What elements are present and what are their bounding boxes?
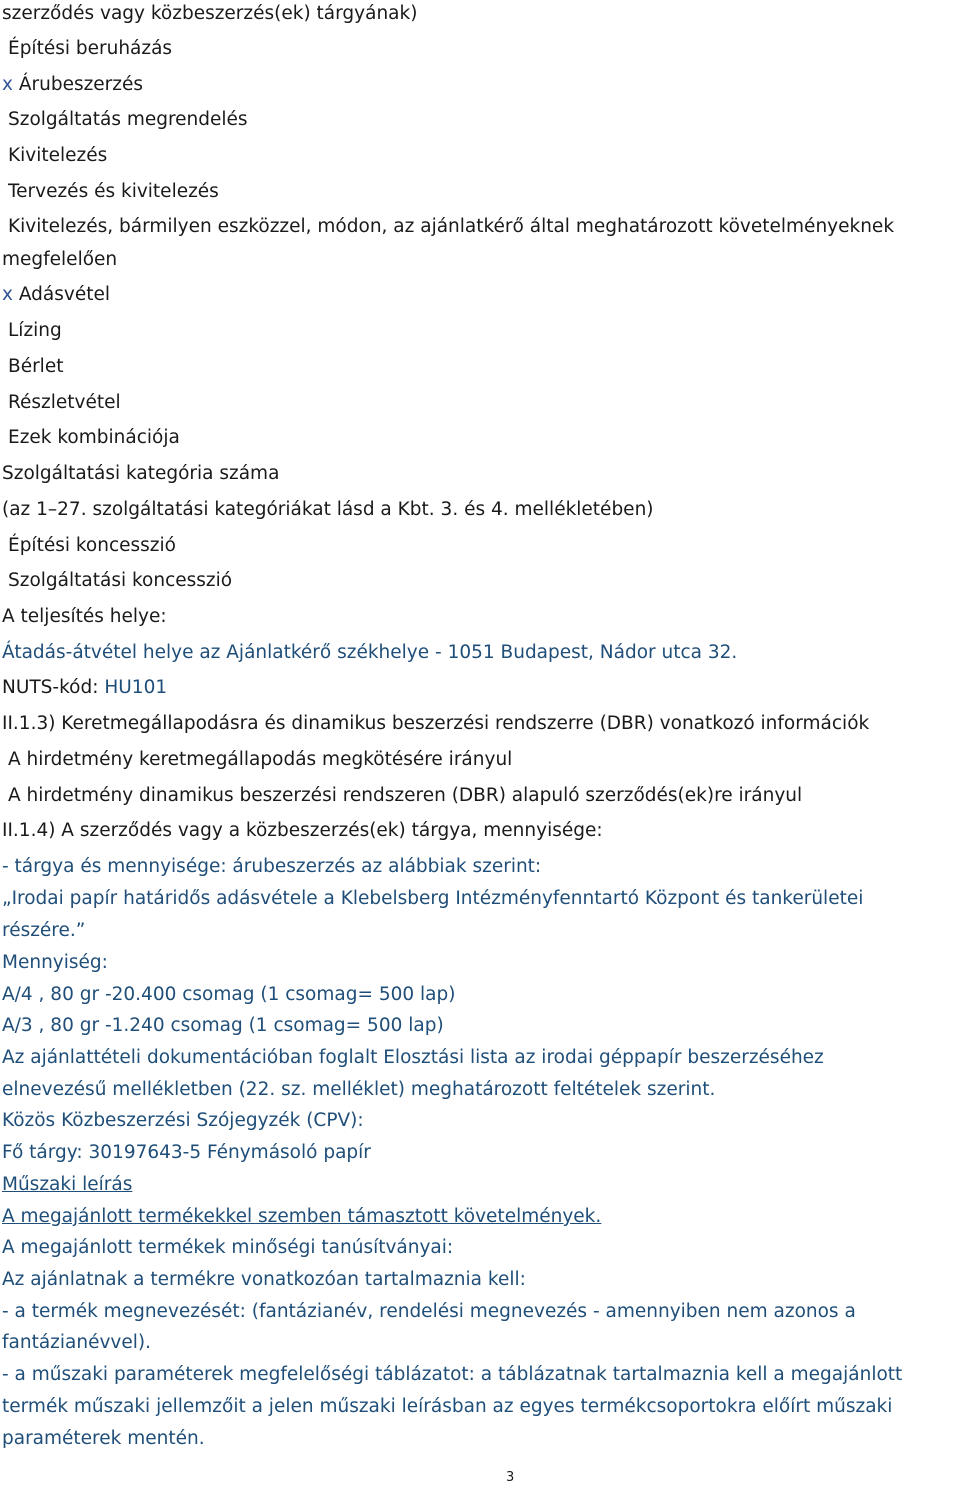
quantity-a4: A/4 , 80 gr -20.400 csomag (1 csomag= 500 lap) (2, 984, 456, 1005)
option-arubeszerzes (2, 74, 143, 96)
distribution-line: Az ajánlattételi dokumentációban foglalt Elosztási lista az irodai géppapír beszerzéséhez (2, 1047, 824, 1068)
option-kivitelezes-barmilyen: Kivitelezés, bármilyen eszközzel, módon, az ajánlatkérő által meghatározott követelményeknek (8, 216, 895, 237)
quantity-label: Mennyiség: (2, 952, 108, 973)
certificates-label: A megajánlott termékek minőségi tanúsítványai: (2, 1237, 454, 1258)
technical-parameters-item: - a műszaki paraméterek megfelelőségi táblázatot: a táblázatnak tartalmaznia kell a megajánlott (2, 1364, 903, 1385)
nuts-code (2, 677, 167, 699)
offer-content-label: Az ajánlatnak a termékre vonatkozóan tartalmaznia kell: (2, 1269, 526, 1290)
checked-mark: x (2, 74, 13, 95)
product-name-item-cont: fantázianévvel). (2, 1332, 151, 1353)
section-heading-ii-1-3: II.1.3) Keretmegállapodásra és dinamikus beszerzési rendszerre (DBR) vonatkozó információk (2, 713, 870, 734)
subject-title-line: „Irodai papír határidős adásvétele a Klebelsberg Intézményfenntartó Központ és tankerületei (2, 888, 864, 909)
technical-parameters-item-cont: termék műszaki jellemzőit a jelen műszaki leírásban az egyes termékcsoportokra előírt műszaki (2, 1396, 893, 1417)
option-epitesi-koncesszio: Építési koncesszió (8, 535, 176, 556)
option-dbr: A hirdetmény dinamikus beszerzési rendszeren (DBR) alapuló szerződés(ek)re irányul (8, 785, 803, 806)
option-reszletvetel: Részletvétel (8, 392, 121, 413)
section-heading-ii-1-4: II.1.4) A szerződés vagy a közbeszerzés(ek) tárgya, mennyisége: (2, 820, 603, 841)
option-berlet: Bérlet (8, 356, 64, 377)
option-kombinacio: Ezek kombinációja (8, 427, 180, 448)
service-category-note: (az 1–27. szolgáltatási kategóriákat lásd a Kbt. 3. és 4. mellékletében) (2, 499, 654, 520)
nuts-value: HU101 (104, 677, 168, 698)
option-kivitelezes: Kivitelezés (8, 145, 108, 166)
nuts-label: NUTS-kód: (2, 677, 99, 698)
subject-quantity-line: - tárgya és mennyisége: árubeszerzés az alábbiak szerint: (2, 856, 542, 877)
quantity-a3: A/3 , 80 gr -1.240 csomag (1 csomag= 500 lap) (2, 1015, 444, 1036)
option-kivitelezes-barmilyen-cont: megfelelően (2, 249, 118, 270)
requirements-heading: A megajánlott termékekkel szemben támasztott követelmények. (2, 1206, 602, 1227)
product-name-item: - a termék megnevezését: (fantázianév, rendelési megnevezés - amennyiben nem azonos a (2, 1301, 856, 1322)
option-label: Adásvétel (18, 284, 110, 305)
page-number: 3 (506, 1470, 515, 1485)
option-adasvetel (2, 284, 110, 306)
service-category-label: Szolgáltatási kategória száma (2, 463, 280, 484)
distribution-line-cont: elnevezésű mellékletben (22. sz. melléklet) meghatározott feltételek szerint. (2, 1079, 716, 1100)
option-tervezes-kivitelezes: Tervezés és kivitelezés (8, 181, 219, 202)
technical-parameters-item-cont2: paraméterek mentén. (2, 1428, 205, 1449)
checked-mark: x (2, 284, 13, 305)
cpv-main-subject: Fő tárgy: 30197643-5 Fénymásoló papír (2, 1142, 371, 1163)
option-epitesi-beruhazas: Építési beruházás (8, 38, 173, 59)
place-of-performance-value: Átadás-átvétel helye az Ajánlatkérő székhelye - 1051 Budapest, Nádor utca 32. (2, 642, 738, 663)
technical-description-heading: Műszaki leírás (2, 1174, 133, 1195)
cpv-label: Közös Közbeszerzési Szójegyzék (CPV): (2, 1110, 364, 1131)
option-szolgaltatas-megrendeles: Szolgáltatás megrendelés (8, 109, 248, 130)
place-of-performance-label: A teljesítés helye: (2, 606, 167, 627)
section-heading: szerződés vagy közbeszerzés(ek) tárgyának) (2, 3, 418, 24)
option-label: Árubeszerzés (18, 74, 144, 95)
option-lizing: Lízing (8, 320, 62, 341)
option-szolgaltatasi-koncesszio: Szolgáltatási koncesszió (8, 570, 233, 591)
subject-title-line-cont: részére.” (2, 920, 86, 941)
option-keretmegallapodas: A hirdetmény keretmegállapodás megkötésére irányul (8, 749, 513, 770)
